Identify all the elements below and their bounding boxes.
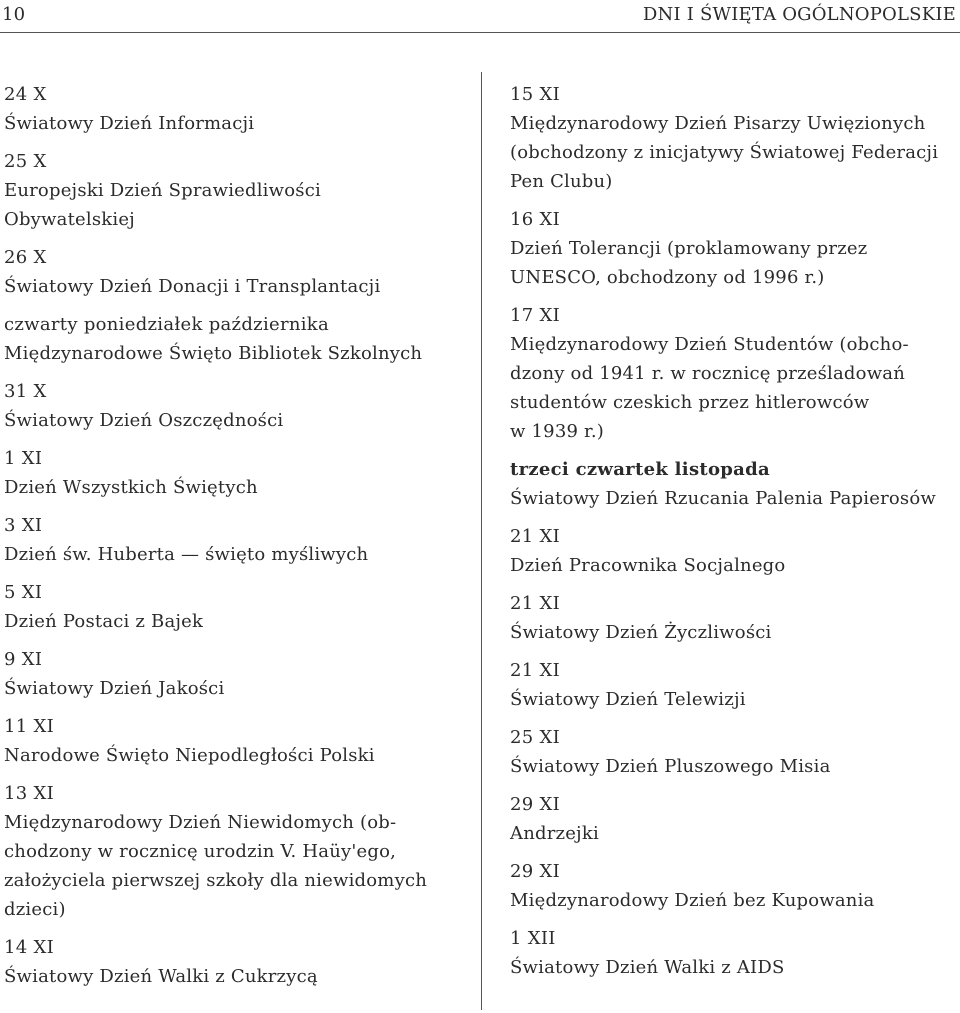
entry-description-line: Międzynarodowe Święto Bibliotek Szkolnych [4, 343, 423, 364]
calendar-entry [510, 790, 960, 848]
entry-description-line: Światowy Dzień Jakości [4, 678, 225, 699]
calendar-entry [4, 310, 466, 368]
entry-description-line: Międzynarodowy Dzień Studentów (obcho- [510, 334, 909, 355]
entry-description-line: Światowy Dzień Pluszowego Misia [510, 756, 831, 777]
entry-date: trzeci czwartek listopada [510, 459, 770, 480]
entry-description-line: Dzień Wszystkich Świętych [4, 477, 258, 498]
entry-description-line: Światowy Dzień Walki z AIDS [510, 957, 785, 978]
entry-description-line: w 1939 r.) [510, 421, 605, 442]
entry-description-line: (obchodzony z inicjatywy Światowej Federacji [510, 142, 939, 163]
entry-description [510, 953, 960, 982]
entry-description-line: Międzynarodowy Dzień Pisarzy Uwięzionych [510, 113, 926, 134]
right-column [510, 80, 960, 991]
calendar-entry [4, 444, 466, 502]
entry-description-line: Międzynarodowy Dzień Niewidomych (ob- [4, 812, 397, 833]
calendar-entry [4, 712, 466, 770]
entry-date: 14 XI [4, 937, 55, 958]
entry-description [4, 473, 466, 502]
entry-description [510, 330, 960, 446]
entry-description-line: Dzień Postaci z Bajek [4, 611, 204, 632]
entry-date: 1 XI [4, 448, 43, 469]
calendar-entry [510, 80, 960, 196]
entry-description [510, 819, 960, 848]
calendar-entry [510, 656, 960, 714]
entry-date: 31 X [4, 381, 47, 402]
calendar-entry [510, 589, 960, 647]
entry-description [4, 109, 466, 138]
entry-description [4, 339, 466, 368]
entry-description-line: Światowy Dzień Donacji i Transplantacji [4, 276, 381, 297]
entry-description-line: Europejski Dzień Sprawiedliwości [4, 180, 321, 201]
entry-description-line: studentów czeskich przez hitlerowców [510, 392, 870, 413]
entry-description [510, 685, 960, 714]
entry-description [510, 551, 960, 580]
calendar-entry [510, 455, 960, 513]
entry-description [4, 741, 466, 770]
calendar-entry [4, 645, 466, 703]
entry-description [4, 674, 466, 703]
entry-description [510, 109, 960, 196]
entry-description [4, 808, 466, 924]
entry-description-line: Narodowe Święto Niepodległości Polski [4, 745, 375, 766]
calendar-entry [510, 723, 960, 781]
calendar-entry [4, 147, 466, 234]
entry-description-line: dzieci) [4, 899, 66, 920]
calendar-entry [510, 857, 960, 915]
running-head: DNI I ŚWIĘTA OGÓLNOPOLSKIE [642, 4, 956, 25]
entry-description [4, 272, 466, 301]
entry-date: 17 XI [510, 305, 561, 326]
calendar-entry [4, 511, 466, 569]
entry-description-line: Andrzejki [510, 823, 599, 844]
entry-description-line: UNESCO, obchodzony od 1996 r.) [510, 267, 825, 288]
page-header [0, 0, 960, 33]
entry-description-line: Światowy Dzień Życzliwości [510, 622, 772, 643]
entry-description-line: Światowy Dzień Rzucania Palenia Papierosów [510, 488, 937, 509]
calendar-entry [510, 522, 960, 580]
entry-description-line: dzony od 1941 r. w rocznicę prześladowań [510, 363, 906, 384]
entry-description-line: Światowy Dzień Oszczędności [4, 410, 284, 431]
entry-description [510, 234, 960, 292]
entry-description [4, 607, 466, 636]
entry-date: 3 XI [4, 515, 43, 536]
entry-date: 21 XI [510, 526, 561, 547]
left-column [4, 80, 466, 1000]
entry-date: 9 XI [4, 649, 43, 670]
entry-date: 29 XI [510, 794, 561, 815]
entry-date: 21 XI [510, 660, 561, 681]
entry-description [4, 406, 466, 435]
calendar-entry [510, 205, 960, 292]
entry-description-line: Światowy Dzień Telewizji [510, 689, 746, 710]
entry-description [510, 886, 960, 915]
entry-description-line: Światowy Dzień Informacji [4, 113, 255, 134]
entry-description [510, 752, 960, 781]
entry-date: 25 X [4, 151, 47, 172]
entry-description-line: Dzień Tolerancji (proklamowany przez [510, 238, 868, 259]
calendar-entry [4, 578, 466, 636]
calendar-entry [4, 779, 466, 924]
entry-description-line: chodzony w rocznicę urodzin V. Haüy'ego, [4, 841, 397, 862]
entry-description [4, 540, 466, 569]
entry-description-line: Międzynarodowy Dzień bez Kupowania [510, 890, 875, 911]
page-number: 10 [2, 4, 26, 25]
entry-date: 25 XI [510, 727, 561, 748]
calendar-entry [4, 80, 466, 138]
calendar-entry [4, 377, 466, 435]
entry-description-line: Pen Clubu) [510, 171, 613, 192]
entry-date: czwarty poniedziałek października [4, 314, 330, 335]
entry-date: 24 X [4, 84, 47, 105]
entry-date: 16 XI [510, 209, 561, 230]
entry-description [510, 484, 960, 513]
entry-date: 13 XI [4, 783, 55, 804]
entry-date: 11 XI [4, 716, 55, 737]
entry-description [4, 962, 466, 991]
entry-date: 26 X [4, 247, 47, 268]
entry-description-line: Obywatelskiej [4, 209, 135, 230]
entry-description-line: Dzień Pracownika Socjalnego [510, 555, 786, 576]
calendar-entry [510, 924, 960, 982]
entry-description [4, 176, 466, 234]
calendar-entry [4, 243, 466, 301]
entry-description-line: Światowy Dzień Walki z Cukrzycą [4, 966, 318, 987]
entry-description-line: założyciela pierwszej szkoły dla niewidomych [4, 870, 428, 891]
entry-description [510, 618, 960, 647]
entry-date: 5 XI [4, 582, 43, 603]
column-divider [481, 72, 482, 1010]
entry-date: 21 XI [510, 593, 561, 614]
calendar-entry [4, 933, 466, 991]
entry-date: 15 XI [510, 84, 561, 105]
entry-description-line: Dzień św. Huberta — święto myśliwych [4, 544, 369, 565]
calendar-entry [510, 301, 960, 446]
entry-date: 1 XII [510, 928, 556, 949]
entry-date: 29 XI [510, 861, 561, 882]
